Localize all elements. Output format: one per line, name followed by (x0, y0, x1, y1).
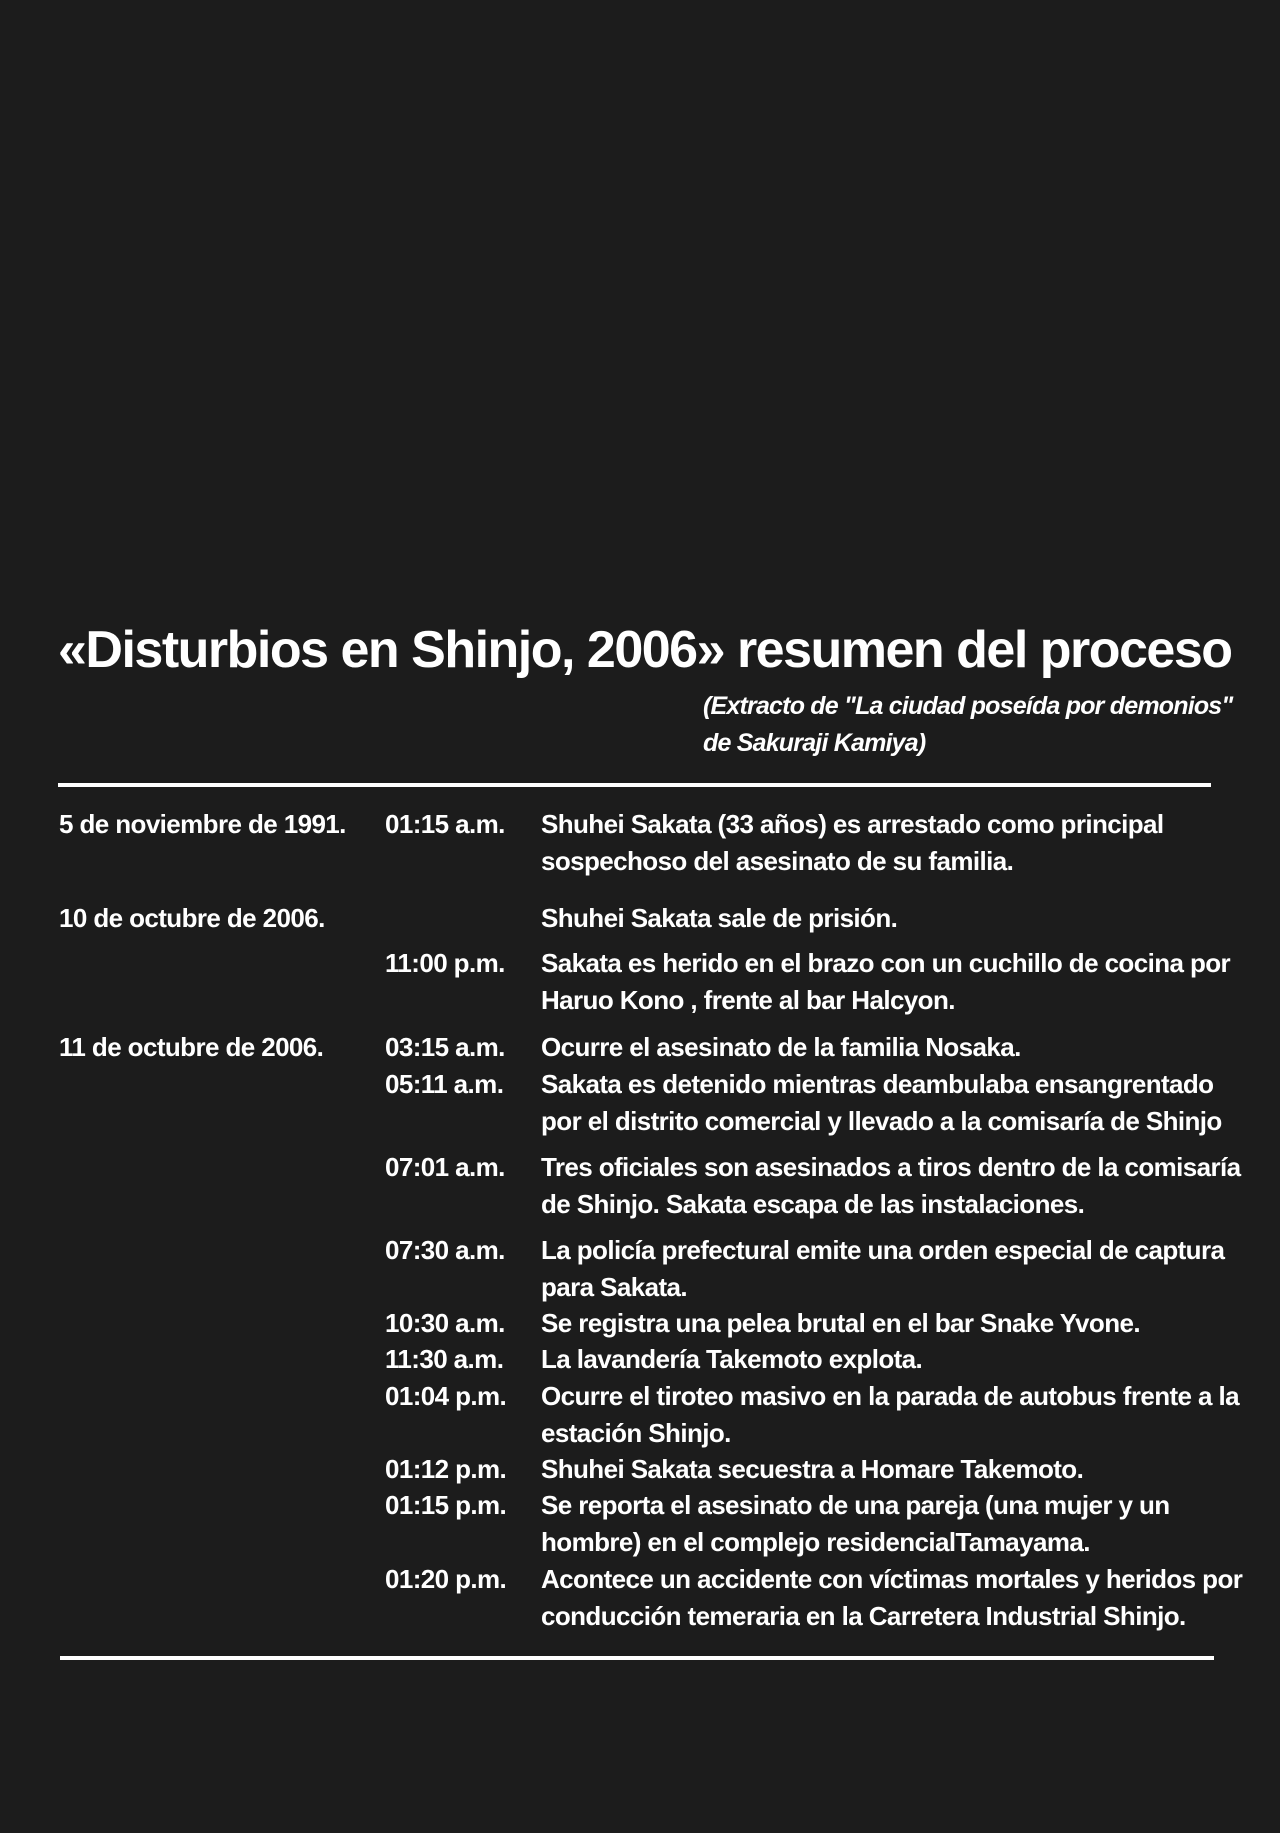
entry-event (541, 1378, 1240, 1452)
entry-time: 01:15 a.m. (385, 809, 505, 839)
event-line: para Sakata. (541, 1272, 688, 1302)
source-line-2: de Sakuraji Kamiya) (703, 729, 926, 757)
source-line-1: (Extracto de "La ciudad poseída por demonios" (703, 692, 1233, 720)
entry-event (541, 945, 1231, 1019)
entry-time: 01:20 p.m. (385, 1564, 507, 1594)
entry-event (541, 1149, 1241, 1223)
entry-time: 01:04 p.m. (385, 1381, 507, 1411)
event-line: Shuhei Sakata secuestra a Homare Takemoto. (541, 1454, 1084, 1484)
event-line: Se registra una pelea brutal en el bar Snake Yvone. (541, 1308, 1140, 1338)
entry-time: 01:15 p.m. (385, 1490, 507, 1520)
entry-event (541, 1487, 1221, 1561)
entry-event (541, 1066, 1221, 1140)
event-line: estación Shinjo. (541, 1418, 731, 1448)
event-line: La lavandería Takemoto explota. (541, 1344, 923, 1374)
entry-time: 11:30 a.m. (385, 1344, 504, 1374)
event-line: Sakata es detenido mientras deambulaba ensangrentado (541, 1069, 1214, 1099)
event-line: Tres oficiales son asesinados a tiros dentro de la comisaría (541, 1152, 1241, 1182)
event-line: Acontece un accidente con víctimas mortales y heridos por (541, 1564, 1243, 1594)
event-line: Shuhei Sakata (33 años) es arrestado como principal (541, 809, 1164, 839)
event-line: sospechoso del asesinato de su familia. (541, 846, 1014, 876)
source-citation (703, 688, 1232, 762)
entry-date: 11 de octubre de 2006. (59, 1032, 324, 1062)
top-divider (58, 783, 1211, 787)
event-line: Sakata es herido en el brazo con un cuchillo de cocina por (541, 948, 1231, 978)
page-title: «Disturbios en Shinjo, 2006» resumen del proceso (58, 621, 1232, 679)
event-line: por el distrito comercial y llevado a la comisaría de Shinjo (541, 1106, 1222, 1136)
entry-time: 01:12 p.m. (385, 1454, 507, 1484)
entry-date: 10 de octubre de 2006. (59, 903, 325, 933)
entry-event (541, 1305, 1221, 1342)
bottom-divider (60, 1656, 1214, 1660)
entry-event (541, 806, 1221, 880)
entry-time: 07:01 a.m. (385, 1152, 505, 1182)
event-line: Shuhei Sakata sale de prisión. (541, 903, 898, 933)
event-line: Se reporta el asesinato de una pareja (una mujer y un (541, 1490, 1170, 1520)
event-line: Ocurre el tiroteo masivo en la parada de autobus frente a la (541, 1381, 1240, 1411)
entry-event (541, 1561, 1243, 1635)
entry-time: 03:15 a.m. (385, 1032, 505, 1062)
entry-date: 5 de noviembre de 1991. (59, 809, 346, 839)
entry-event (541, 1451, 1221, 1488)
entry-event (541, 1232, 1225, 1306)
entry-event (541, 900, 1221, 937)
event-line: conducción temeraria en la Carretera Industrial Shinjo. (541, 1601, 1186, 1631)
entry-time: 07:30 a.m. (385, 1235, 505, 1265)
entry-time: 10:30 a.m. (385, 1308, 505, 1338)
event-line: Ocurre el asesinato de la familia Nosaka. (541, 1032, 1021, 1062)
event-line: La policía prefectural emite una orden especial de captura (541, 1235, 1225, 1265)
event-line: Haruo Kono , frente al bar Halcyon. (541, 985, 955, 1015)
entry-event (541, 1341, 1221, 1378)
entry-time: 05:11 a.m. (385, 1069, 504, 1099)
entry-event (541, 1029, 1221, 1066)
entry-time: 11:00 p.m. (385, 948, 505, 978)
event-line: de Shinjo. Sakata escapa de las instalaciones. (541, 1189, 1085, 1219)
event-line: hombre) en el complejo residencialTamayama. (541, 1527, 1090, 1557)
